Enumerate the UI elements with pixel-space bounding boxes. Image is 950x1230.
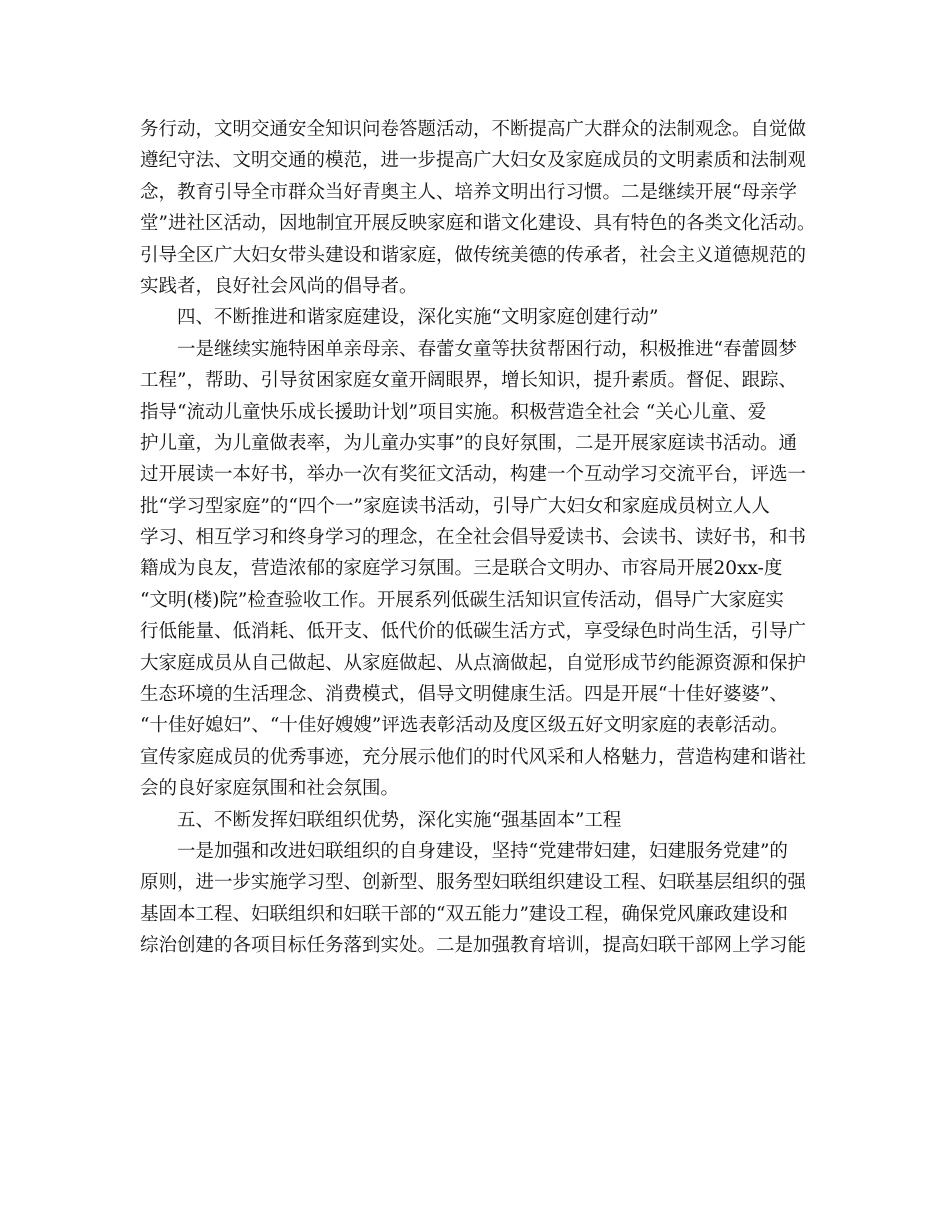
text-line: “十佳好媳妇”、“十佳好嫂嫂”评选表彰活动及度区级五好文明家庭的表彰活动。 xyxy=(140,715,789,737)
text-line: 学习、相互学习和终身学习的理念，在全社会倡导爱读书、会读书、读好书，和书 xyxy=(140,527,807,549)
text-line: 宣传家庭成员的优秀事迹，充分展示他们的时代风采和人格魅力，营造构建和谐社 xyxy=(140,746,807,768)
text-line: 批“学习型家庭”的“四个一”家庭读书活动，引导广大妇女和家庭成员树立人人 xyxy=(140,495,770,517)
text-line: 堂”进社区活动，因地制宜开展反映家庭和谐文化建设、具有特色的各类文化活动。 xyxy=(140,213,816,235)
text-line: 综治创建的各项目标任务落到实处。二是加强教育培训，提高妇联干部网上学习能 xyxy=(140,935,807,957)
text-line: “文明(楼)院”检查验收工作。开展系列低碳生活知识宣传活动，倡导广大家庭实 xyxy=(140,589,784,611)
text-line: 护儿童，为儿童做表率，为儿童办实事”的良好氛围，二是开展家庭读书活动。通 xyxy=(140,432,797,454)
text-line: 务行动，文明交通安全知识问卷答题活动，不断提高广大群众的法制观念。自觉做 xyxy=(140,119,807,140)
text-line: 实践者，良好社会风尚的倡导者。 xyxy=(140,275,418,297)
text-line: 生态环境的生活理念、消费模式，倡导文明健康生活。四是开展“十佳好婆婆”、 xyxy=(140,684,788,706)
text-line: 一是加强和改进妇联组织的自身建设，坚持“党建带妇建，妇建服务党建”的 xyxy=(177,840,788,862)
text-line: 籍成为良友，营造浓郁的家庭学习氛围。三是联合文明办、市容局开展20xx-度 xyxy=(140,558,783,580)
text-line: 过开展读一本好书，举办一次有奖征文活动，构建一个互动学习交流平台，评选一 xyxy=(140,464,807,486)
text-line: 原则，进一步实施学习型、创新型、服务型妇联组织建设工程、妇联基层组织的强 xyxy=(140,872,807,894)
text-line: 工程”，帮助、引导贫困家庭女童开阔眼界，增长知识，提升素质。督促、跟踪、 xyxy=(140,370,797,392)
section-heading: 五、不断发挥妇联组织优势，深化实施“强基固本”工程 xyxy=(177,809,622,831)
text-line: 大家庭成员从自己做起、从家庭做起、从点滴做起，自觉形成节约能源资源和保护 xyxy=(140,652,807,674)
text-line: 指导“流动儿童快乐成长援助计划”项目实施。积极营造全社会 “关心儿童、爱 xyxy=(140,401,767,423)
text-line: 念，教育引导全市群众当好青奥主人、培养文明出行习惯。二是继续开展“母亲学 xyxy=(140,181,797,203)
text-line: 行低能量、低消耗、低开支、低代价的低碳生活方式，享受绿色时尚生活，引导广 xyxy=(140,621,807,643)
text-line: 基固本工程、妇联组织和妇联干部的“双五能力”建设工程，确保党风廉政建设和 xyxy=(140,903,788,925)
text-line: 一是继续实施特困单亲母亲、春蕾女童等扶贫帮困行动，积极推进“春蕾圆梦 xyxy=(177,338,797,360)
text-line: 会的良好家庭氛围和社会氛围。 xyxy=(140,778,400,800)
document-body xyxy=(140,114,840,962)
section-heading: 四、不断推进和谐家庭建设，深化实施“文明家庭创建行动” xyxy=(177,307,659,329)
text-line: 引导全区广大妇女带头建设和谐家庭，做传统美德的传承者，社会主义道德规范的 xyxy=(140,244,807,266)
text-line: 遵纪守法、文明交通的模范，进一步提高广大妇女及家庭成员的文明素质和法制观 xyxy=(140,150,807,172)
